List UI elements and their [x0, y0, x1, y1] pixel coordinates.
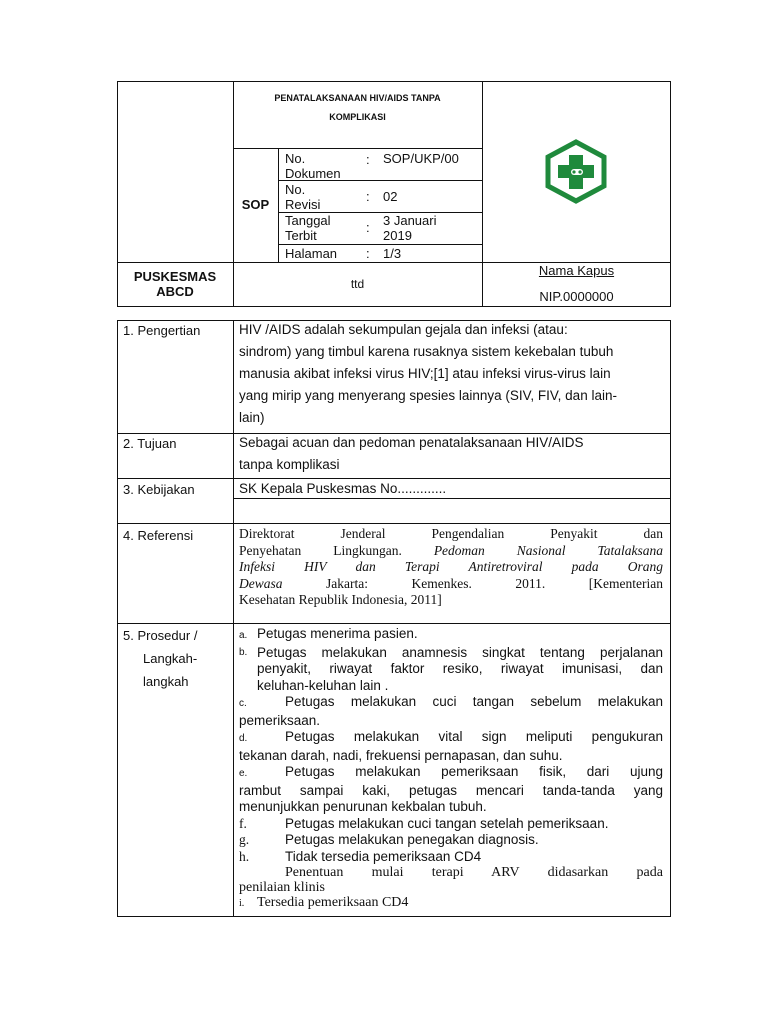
revision-label-2: Revisi: [285, 197, 321, 212]
head-nip: NIP.0000000: [539, 289, 614, 304]
step-h: [239, 849, 663, 866]
step-text: Petugas melakukan cuci tangan sebelum melakukan: [285, 694, 663, 709]
step-g: [239, 832, 663, 849]
step-marker: a.: [239, 630, 248, 641]
definition-line: sindrom) yang timbul karena rusaknya sistem kekebalan tubuh: [239, 344, 614, 359]
section-5-label: 5. Prosedur /: [123, 628, 198, 643]
doc-number-colon: :: [366, 152, 370, 167]
sop-label: SOP: [241, 197, 270, 212]
purpose-text: [239, 432, 665, 476]
step-a: [239, 626, 663, 645]
page-value: 1/3: [383, 246, 402, 261]
step-d: [239, 729, 663, 764]
definition-line: yang mirip yang menyerang spesies lainnya (SIV, FIV, dan lain-: [239, 388, 617, 403]
doc-number-label-2: Dokumen: [285, 166, 341, 181]
definition-line: HIV /AIDS adalah sekumpulan gejala dan infeksi (atau:: [239, 322, 568, 337]
step-text: penilaian klinis: [239, 880, 325, 895]
step-text: Tidak tersedia pemeriksaan CD4: [285, 848, 482, 864]
purpose-line: Sebagai acuan dan pedoman penatalaksanaan HIV/AIDS: [239, 435, 584, 450]
reference-part: Jakarta: Kemenkes. 2011. [Kementerian: [326, 575, 664, 591]
section-1-label: 1. Pengertian: [123, 323, 201, 338]
page-label: Halaman: [285, 246, 338, 261]
step-text: Petugas melakukan anamnesis singkat tentang perjalanan: [257, 644, 663, 660]
step-marker: b.: [239, 646, 248, 658]
step-text: menunjukkan penurunan kekbalan tubuh.: [239, 799, 487, 814]
doc-number-label: No.: [285, 151, 306, 166]
reference-part: Dewasa: [239, 575, 283, 591]
step-text: keluhan-keluhan lain .: [257, 677, 389, 693]
org-name-line2: ABCD: [156, 284, 194, 299]
definition-line: manusia akibat infeksi virus HIV;[1] atau infeksi virus-virus lain: [239, 366, 611, 381]
signature-text: ttd: [350, 277, 365, 291]
step-marker: f.: [239, 815, 247, 831]
revision-value: 02: [383, 189, 398, 204]
step-marker: e.: [239, 768, 248, 779]
step-text: Petugas melakukan vital sign meliputi pengukuran: [285, 729, 663, 744]
reference-line: [239, 576, 663, 593]
puskesmas-logo-icon: [543, 138, 609, 204]
section-5-label-3: langkah: [143, 674, 189, 689]
page-colon: :: [366, 246, 370, 261]
reference-line: Direktorat Jenderal Pengendalian Penyakit dan: [239, 526, 663, 541]
issue-date-label-2: Terbit: [285, 228, 317, 243]
step-text: penyakit, riwayat faktor resiko, riwayat imunisasi, dan: [257, 661, 663, 676]
step-b: [239, 645, 663, 695]
section-3-label: 3. Kebijakan: [123, 482, 195, 497]
revision-label: No.: [285, 182, 306, 197]
purpose-line: tanpa komplikasi: [239, 457, 340, 472]
doc-number-value: SOP/UKP/00: [383, 151, 459, 166]
step-text: Petugas melakukan penegakan diagnosis.: [285, 832, 539, 847]
step-c: [239, 694, 663, 729]
issue-date-value-2: 2019: [383, 228, 412, 243]
section-5-label-2: Langkah-: [143, 651, 198, 666]
doc-title-line2: KOMPLIKASI: [329, 112, 386, 122]
issue-date-label: Tanggal: [285, 213, 331, 228]
reference-text: [239, 526, 663, 609]
section-2-label: 2. Tujuan: [123, 436, 177, 451]
step-text: Petugas melakukan cuci tangan setelah pemeriksaan.: [285, 815, 609, 831]
step-marker: g.: [239, 832, 250, 847]
step-text: rambut sampai kaki, petugas mencari tanda-tanda yang: [239, 782, 663, 798]
issue-date-value: 3 Januari: [383, 213, 437, 228]
step-i: [239, 895, 663, 913]
reference-line: Infeksi HIV dan Terapi Antiretroviral pada Orang: [239, 559, 663, 574]
reference-part: Penyehatan Lingkungan.: [239, 542, 402, 558]
step-text: Petugas melakukan pemeriksaan fisik, dari ujung: [285, 764, 663, 779]
definition-text: [239, 319, 665, 429]
definition-line: lain): [239, 410, 265, 425]
step-text: pemeriksaan.: [239, 712, 321, 728]
issue-date-colon: :: [366, 220, 370, 235]
step-text: Penentuan mulai terapi ARV didasarkan pada: [285, 865, 663, 880]
step-marker: d.: [239, 733, 248, 744]
step-marker: c.: [239, 698, 247, 709]
head-name: Nama Kapus: [538, 263, 615, 278]
step-text: Petugas menerima pasien.: [257, 626, 418, 641]
doc-title-line1: PENATALAKSANAAN HIV/AIDS TANPA: [274, 93, 441, 103]
section-4-label: 4. Referensi: [123, 528, 194, 543]
step-f: [239, 816, 663, 833]
procedure-steps: [239, 626, 663, 913]
step-text: tekanan darah, nadi, frekuensi pernapasan, dan suhu.: [239, 747, 563, 763]
policy-text: SK Kepala Puskesmas No.............: [239, 481, 447, 496]
reference-part: Pedoman Nasional Tatalaksana: [433, 542, 664, 558]
step-text: Tersedia pemeriksaan CD4: [257, 895, 409, 910]
step-marker: i.: [239, 898, 245, 909]
step-marker: h.: [239, 848, 250, 864]
step-e: [239, 764, 663, 816]
org-name-line1: PUSKESMAS: [133, 269, 217, 284]
reference-line: [239, 543, 663, 560]
reference-line: Kesehatan Republik Indonesia, 2011]: [239, 592, 442, 607]
step-h-sub: [239, 865, 663, 895]
revision-colon: :: [366, 189, 370, 204]
